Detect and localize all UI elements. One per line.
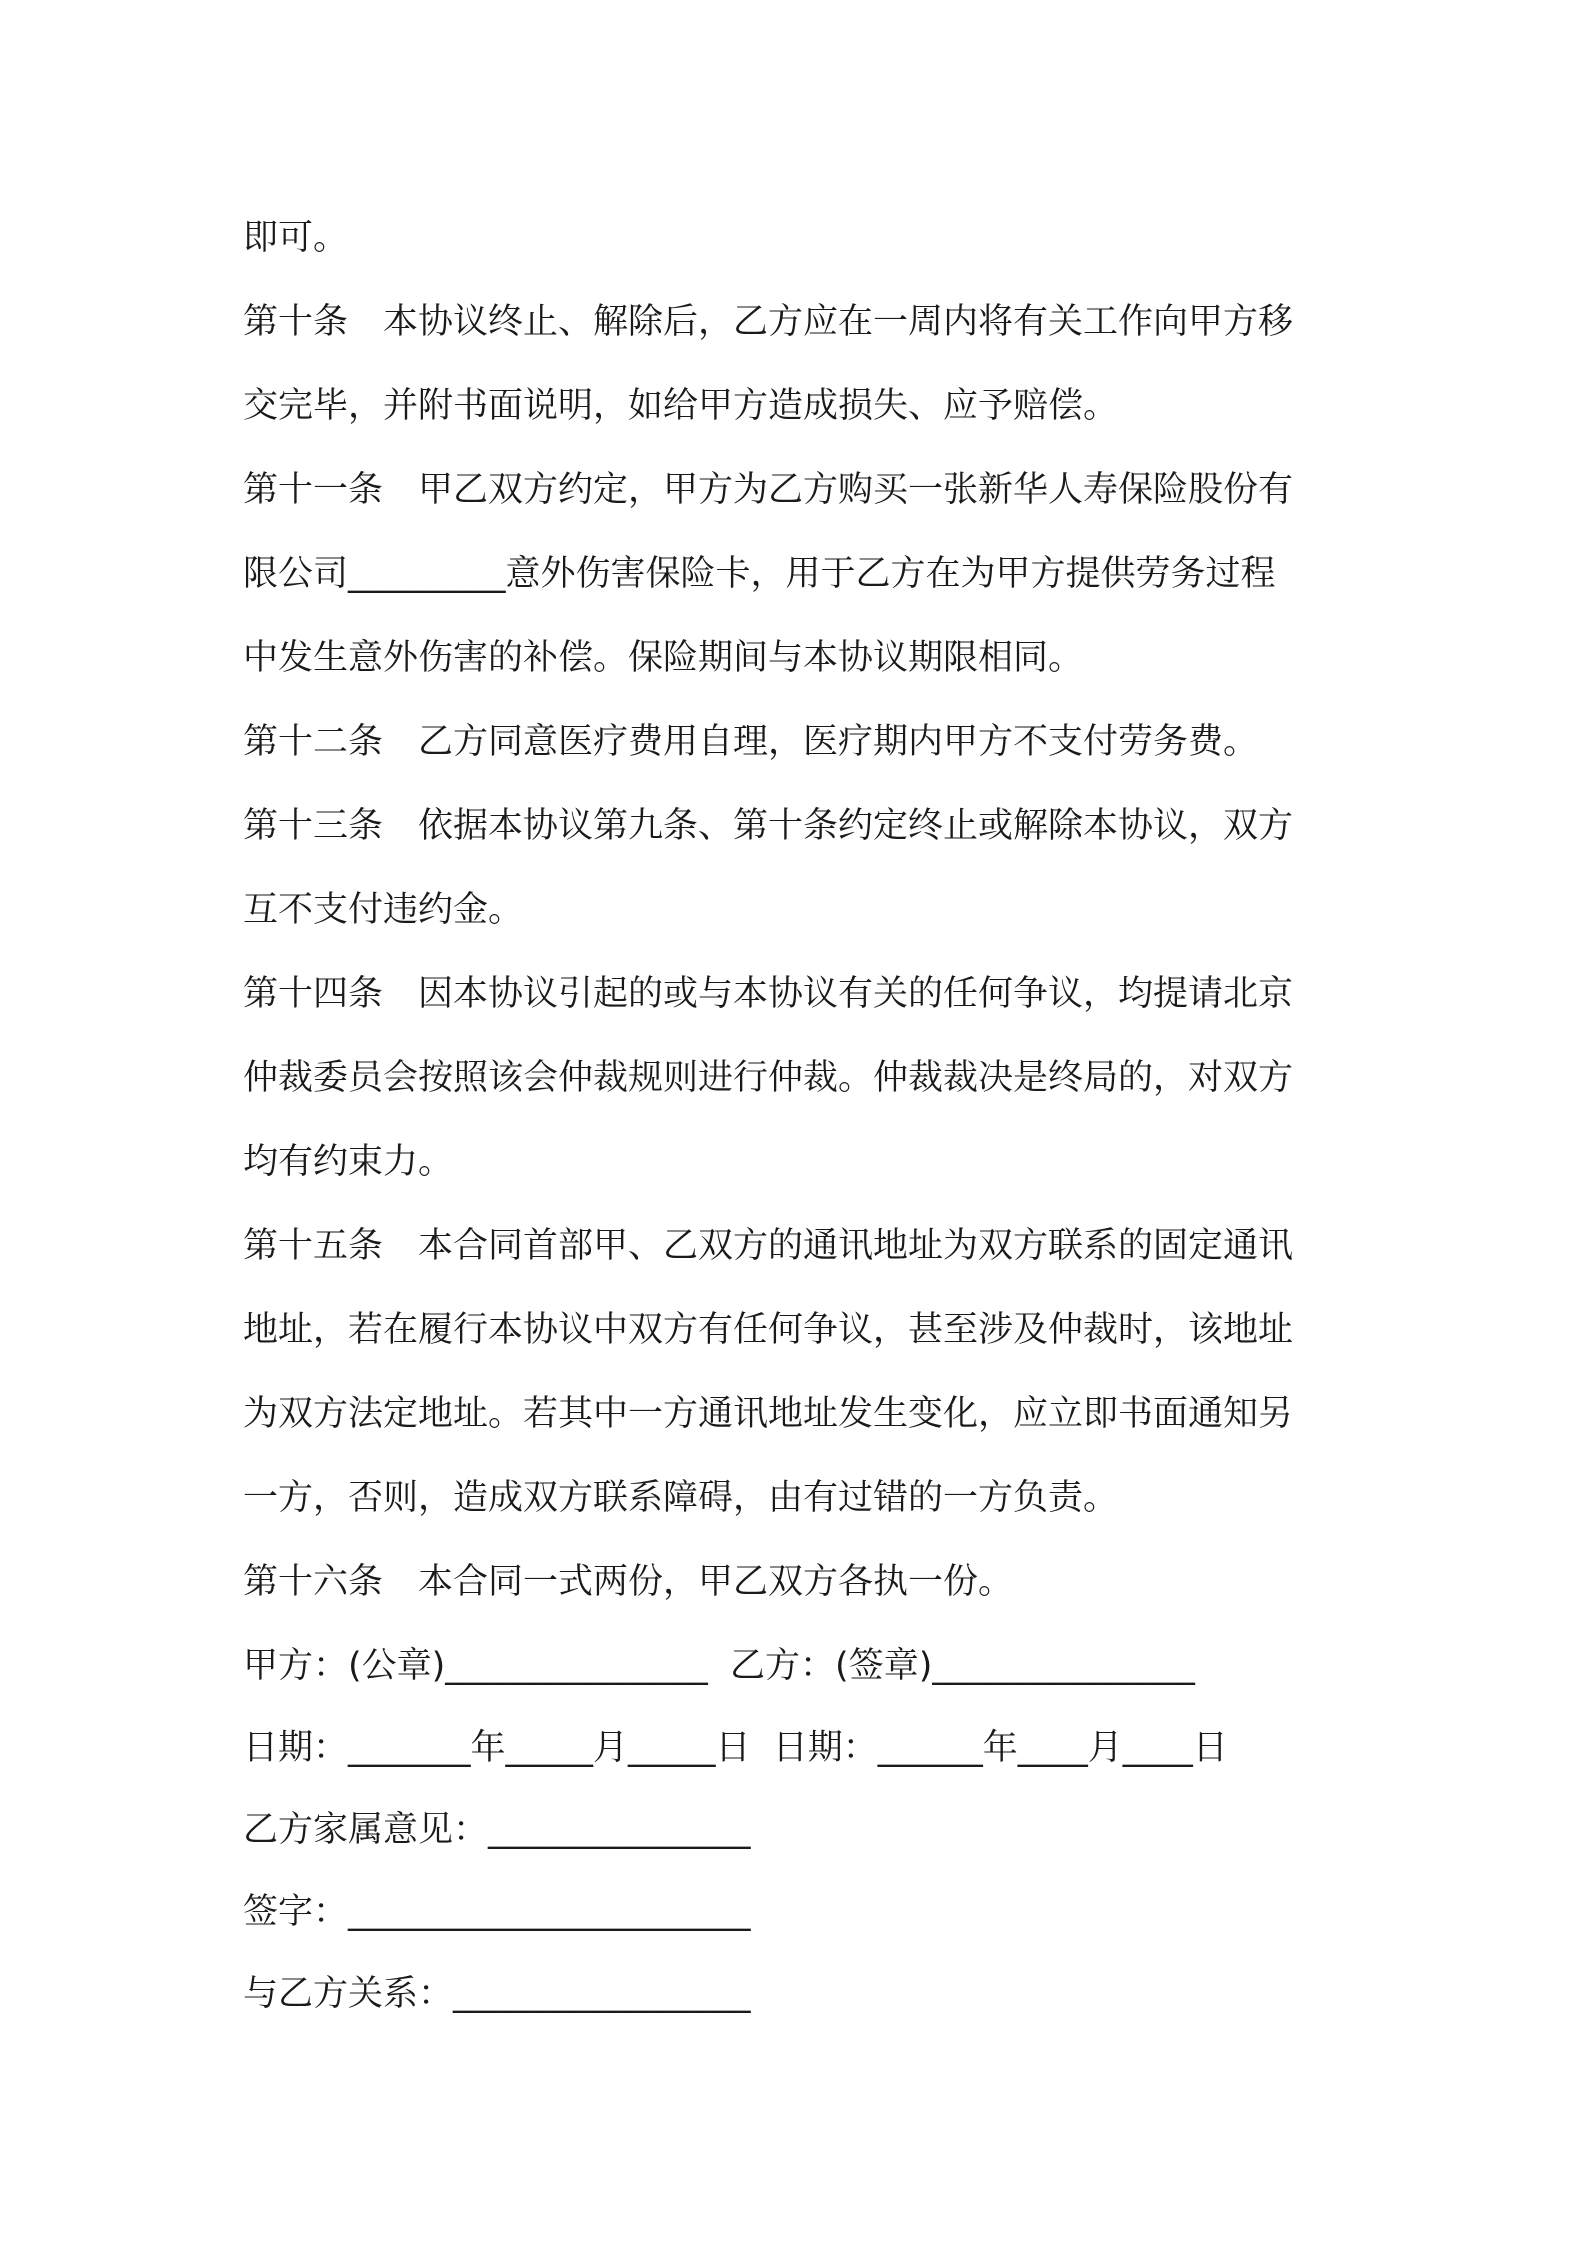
signature-line: 签字：_______________________: [243, 1892, 751, 1932]
contract-page: [243, 196, 1355, 2034]
text-line: 第十五条 本合同首部甲、乙双方的通讯地址为双方联系的固定通讯: [243, 1226, 1294, 1266]
text-line: 第十四条 因本协议引起的或与本协议有关的任何争议，均提请北京: [243, 974, 1294, 1014]
family-opinion-line: 乙方家属意见：_______________: [243, 1810, 751, 1850]
text-line: 第十条 本协议终止、解除后，乙方应在一周内将有关工作向甲方移: [243, 302, 1294, 342]
clause-12: [243, 700, 1355, 784]
text-line: 中发生意外伤害的补偿。保险期间与本协议期限相同。: [243, 638, 1084, 678]
text-line: 即可。: [243, 218, 349, 258]
clause-11: [243, 448, 1355, 700]
clause-10: [243, 280, 1355, 448]
text-line: 均有约束力。: [243, 1142, 454, 1182]
text-line: 一方，否则，造成双方联系障碍，由有过错的一方负责。: [243, 1478, 1119, 1518]
text-line: 为双方法定地址。若其中一方通讯地址发生变化，应立即书面通知另: [243, 1394, 1294, 1434]
text-line: 第十六条 本合同一式两份，甲乙双方各执一份。: [243, 1562, 1014, 1602]
clause-15: [243, 1204, 1355, 1540]
clauses: [243, 196, 1355, 1624]
party-seal-line: 甲方：(公章)_______________ 乙方：(签章)_______________: [243, 1646, 1195, 1686]
text-line: 互不支付违约金。: [243, 890, 524, 930]
text-line: 第十三条 依据本协议第九条、第十条约定终止或解除本协议，双方: [243, 806, 1294, 846]
clause-14: [243, 952, 1355, 1204]
date-line: 日期：_______年_____月_____日 日期：______年____月____日: [243, 1728, 1228, 1768]
clause-13: [243, 784, 1355, 952]
text-line: 第十二条 乙方同意医疗费用自理，医疗期内甲方不支付劳务费。: [243, 722, 1259, 762]
signature-block: [243, 1626, 1355, 2034]
text-line: 第十一条 甲乙双方约定，甲方为乙方购买一张新华人寿保险股份有: [243, 470, 1294, 510]
text-line: 仲裁委员会按照该会仲裁规则进行仲裁。仲裁裁决是终局的，对双方: [243, 1058, 1294, 1098]
text-line: 限公司_________意外伤害保险卡，用于乙方在为甲方提供劳务过程: [243, 554, 1276, 594]
text-line: 地址，若在履行本协议中双方有任何争议，甚至涉及仲裁时，该地址: [243, 1310, 1294, 1350]
clause-16: [243, 1540, 1355, 1624]
relation-line: 与乙方关系：_________________: [243, 1974, 751, 2014]
text-line: 交完毕，并附书面说明，如给甲方造成损失、应予赔偿。: [243, 386, 1119, 426]
continuation-paragraph: [243, 196, 1355, 280]
